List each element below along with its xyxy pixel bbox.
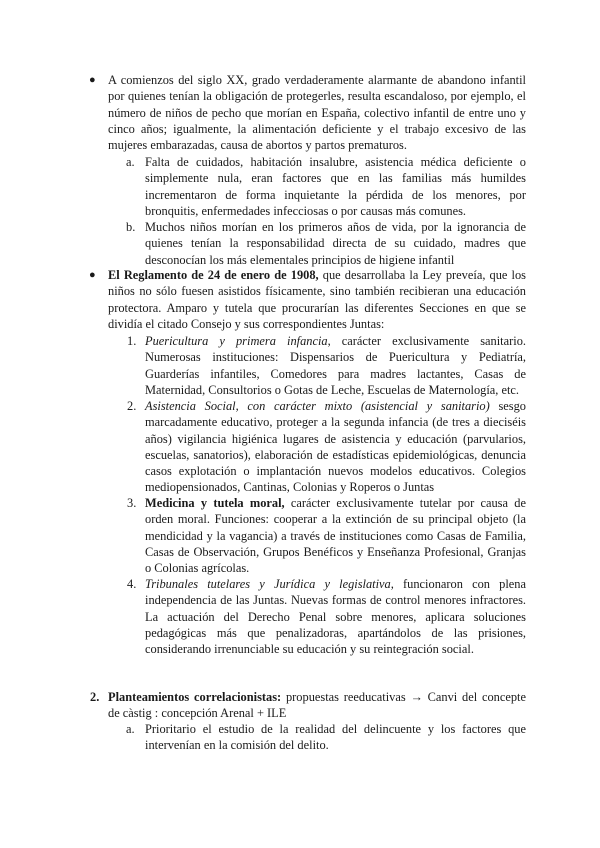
section-title: Puericultura y primera infancia — [145, 334, 328, 348]
list-item-tribunales: Tribunales tutelares y Jurídica y legislativa, funcionaron con plena independencia de las Juntas. Nuevas formas de control menores infractores. La actuación del Derecho Penal sobre menores, aplicara soluciones pedagógicas más que penalizadoras, apartándolos de las prisiones, considerando irrenunciable su educación y su reintegración social. — [145, 577, 526, 657]
bullet-marker: ● — [89, 74, 96, 86]
list-marker: a. — [126, 722, 135, 736]
list-item-prioritario: Prioritario el estudio de la realidad del delincuente y los factores que intervenían en la comisión del delito. — [145, 722, 526, 753]
reglamento-text: que desarrollaba la Ley preveía, que los niños no sólo fuesen asistidos físicamente, sino también recibieran una educación protectora. Amparo y tutela que procurarían las diferentes Secciones en que se dividía el citado Consejo y sus correspondientes Juntas: — [108, 268, 526, 331]
list-marker: 2. — [127, 399, 137, 413]
planteamientos-text: propuestas reeducativas → Canvi del concepte de càstig : concepción Arenal + ILE — [108, 690, 527, 721]
list-marker: b. — [126, 220, 136, 234]
section-number: 2. — [90, 690, 100, 704]
list-item-mortalidad: Muchos niños morían en los primeros años de vida, por la ignorancia de quienes tenían la responsabilidad directa de su cuidado, madres que desconocían los más elementales principios de higiene infantil — [145, 220, 526, 267]
bullet-marker: ● — [89, 269, 96, 281]
section-title: Tribunales tutelares y Jurídica y legislativa, — [145, 577, 394, 591]
reglamento-heading: El Reglamento de 24 de enero de 1908, — [108, 268, 319, 282]
list-item-medicina-tutela: Medicina y tutela moral, carácter exclusivamente tutelar por causa de orden moral. Funciones: cooperar a la extinción de su principal objeto (la mendicidad y la vagancia) a través de instituciones como Casas de Familia, Casas de Observación, Grupos Benéficos y Enseñanza Profesional, Granjas o Colonias agrícolas. — [145, 496, 526, 576]
paragraph-reglamento-1908 — [108, 267, 526, 332]
paragraph-planteamientos — [108, 689, 526, 722]
list-marker: a. — [126, 155, 135, 169]
list-item-puericultura: Puericultura y primera infancia, carácter exclusivamente sanitario. Numerosas instituciones: Dispensarios de Puericultura y Pediatría, Guarderías infantiles, Comedores para madres lactantes, Casas de Maternidad, Consultorios o Gotas de Leche, Escuelas de Maternología, etc. — [145, 334, 526, 397]
list-item-asistencia-social: Asistencia Social, con carácter mixto (asistencial y sanitario) sesgo marcadamente educativo, proteger a la segunda infancia (de tres a dieciséis años) vigilancia higiénica lugares de asistencia y educación (parvularios, escuelas, sanatorios), elaboración de estadísticas epidemiológicas, denuncia casos explotación o implantación nuevos modelos educativos. Colegios mediopensionados, Cantinas, Colonias y Roperos o Juntas — [145, 399, 526, 495]
list-marker: 1. — [127, 334, 137, 348]
list-item-falta-cuidados: Falta de cuidados, habitación insalubre, asistencia médica deficiente o simplemente nula, eran factores que en las familias más humildes incrementaron de forma inquietante la pérdida de los menores, por bronquitis, enfermedades infecciosas o por causas más comunes. — [145, 155, 526, 218]
list-marker: 3. — [127, 496, 137, 510]
section-title: Asistencia Social, con carácter mixto (asistencial y sanitario) — [145, 399, 490, 413]
planteamientos-heading: Planteamientos correlacionistas: — [108, 690, 282, 704]
section-title: Medicina y tutela moral, — [145, 496, 285, 510]
paragraph-abandono-infantil: A comienzos del siglo XX, grado verdaderamente alarmante de abandono infantil por quienes tenían la obligación de protegerles, resulta escandaloso, por ejemplo, el número de niños de pecho que morían en España, colectivo infantil de entre uno y cinco años; igualmente, la alimentación deficiente y el trabajo excesivo de las mujeres embarazadas, causa de abortos y partos prematuros. — [108, 73, 526, 153]
list-marker: 4. — [127, 577, 137, 591]
